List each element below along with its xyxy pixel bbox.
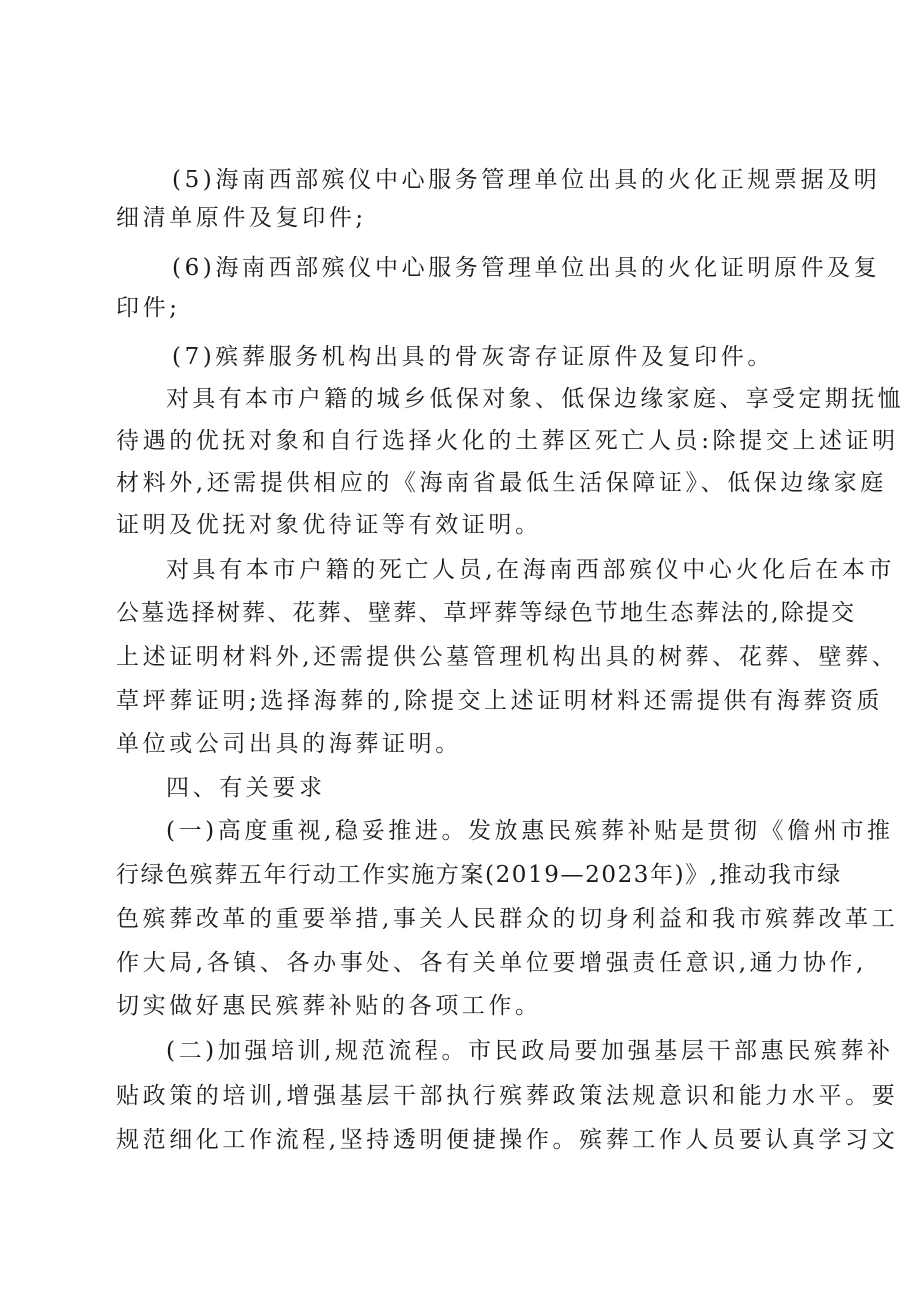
- paragraph-training-line-1: (二)加强培训,规范流程。市民政局要加强基层干部惠民殡葬补: [166, 1038, 894, 1064]
- paragraph-attention-line-5: 切实做好惠民殡葬补贴的各项工作。: [116, 993, 542, 1019]
- paragraph-training-line-3: 规范细化工作流程,坚持透明便捷操作。殡葬工作人员要认真学习文: [116, 1127, 899, 1153]
- paragraph-low-income-line-1: 对具有本市户籍的城乡低保对象、低保边缘家庭、享受定期抚恤: [166, 386, 904, 412]
- paragraph-attention-line-1: (一)高度重视,稳妥推进。发放惠民殡葬补贴是贯彻《儋州市推: [166, 818, 894, 844]
- text-line-item5-cont: 细清单原件及复印件;: [116, 205, 367, 231]
- paragraph-low-income-line-3: 材料外,还需提供相应的《海南省最低生活保障证》、低保边缘家庭: [116, 470, 887, 496]
- paragraph-attention-line-3: 色殡葬改革的重要举措,事关人民群众的切身利益和我市殡葬改革工: [116, 906, 899, 932]
- text-line-item5: (5)海南西部殡仪中心服务管理单位出具的火化正规票据及明: [172, 167, 881, 193]
- text-line-item7: (7)殡葬服务机构出具的骨灰寄存证原件及复印件。: [172, 344, 774, 370]
- paragraph-attention-line-2: 行绿色殡葬五年行动工作实施方案(2019—2023年)》,推动我市绿: [116, 862, 842, 888]
- text-line-item6-cont: 印件;: [116, 295, 181, 321]
- paragraph-eco-burial-line-1: 对具有本市户籍的死亡人员,在海南西部殡仪中心火化后在本市: [166, 557, 896, 583]
- text-line-item6: (6)海南西部殡仪中心服务管理单位出具的火化证明原件及复: [172, 255, 881, 281]
- paragraph-training-line-2: 贴政策的培训,增强基层干部执行殡葬政策法规意识和能力水平。要: [116, 1083, 899, 1109]
- paragraph-eco-burial-line-3: 上述证明材料外,还需提供公墓管理机构出具的树葬、花葬、壁葬、: [116, 644, 899, 670]
- paragraph-low-income-line-4: 证明及优抚对象优待证等有效证明。: [116, 512, 542, 538]
- paragraph-eco-burial-line-4: 草坪葬证明;选择海葬的,除提交上述证明材料还需提供有海葬资质: [116, 688, 884, 714]
- paragraph-low-income-line-2: 待遇的优抚对象和自行选择火化的土葬区死亡人员:除提交上述证明: [116, 428, 899, 454]
- section-heading-requirements: 四、有关要求: [166, 775, 326, 801]
- paragraph-eco-burial-line-2: 公墓选择树葬、花葬、壁葬、草坪葬等绿色节地生态葬法的,除提交: [116, 600, 857, 626]
- paragraph-eco-burial-line-5: 单位或公司出具的海葬证明。: [116, 731, 462, 757]
- paragraph-attention-line-4: 作大局,各镇、各办事处、各有关单位要增强责任意识,通力协作,: [116, 950, 867, 976]
